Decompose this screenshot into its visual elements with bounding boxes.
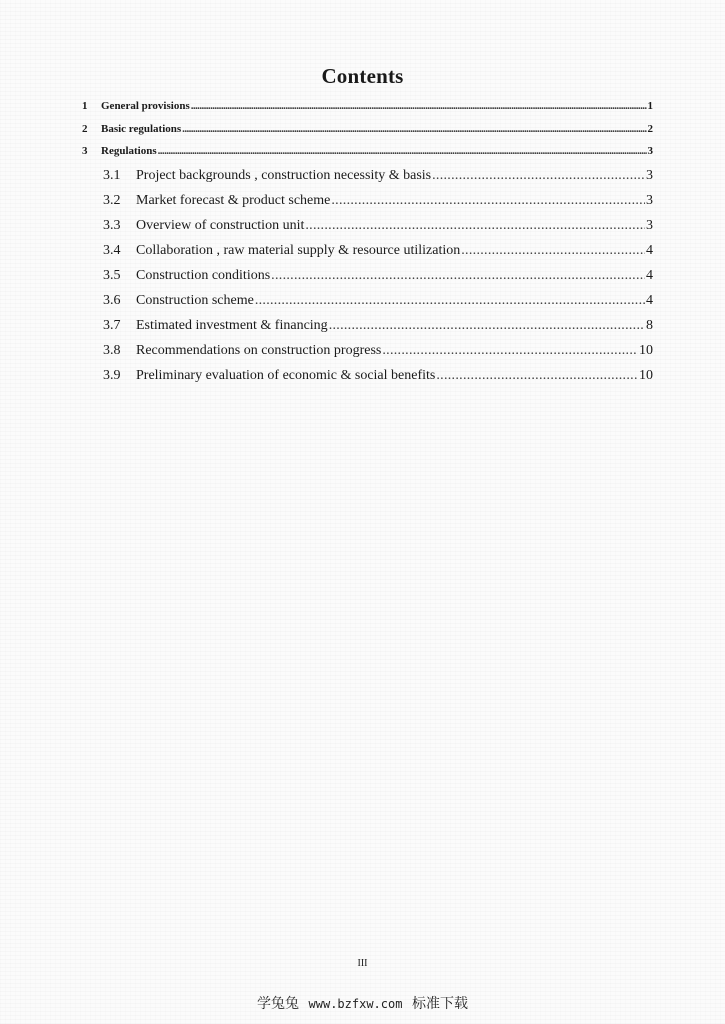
toc-entry-title: Preliminary evaluation of economic & social benefits [136, 367, 436, 383]
toc-subentry[interactable] [82, 318, 653, 343]
watermark-tagline: 标准下载 [411, 997, 468, 1012]
dot-leader [436, 368, 638, 384]
toc-entry-title: General provisions [101, 100, 190, 112]
toc-entry-number: 3.4 [103, 242, 121, 258]
toc-entry[interactable] [82, 123, 653, 146]
dot-leader [158, 145, 647, 157]
dot-leader [461, 243, 645, 259]
toc-entry-number: 1 [82, 100, 88, 112]
watermark-brand: 学兔兔 [257, 997, 300, 1012]
watermark-url: www.bzfxw.com [308, 997, 403, 1011]
toc-entry-page: 8 [646, 317, 653, 333]
toc-entry-title: Regulations [101, 145, 157, 157]
toc-entry-title: Project backgrounds , construction necessity & basis [136, 167, 432, 183]
toc-entry-page: 3 [646, 192, 653, 208]
toc-entry-number: 3.5 [103, 267, 121, 283]
toc-entry-page: 3 [646, 167, 653, 183]
toc-entry-page: 4 [646, 267, 653, 283]
toc-subentry[interactable] [82, 368, 653, 393]
toc-entry-number: 2 [82, 122, 88, 135]
toc-subentry[interactable] [82, 343, 653, 368]
toc-entry-page: 3 [646, 217, 653, 233]
toc-subentry[interactable] [82, 168, 653, 193]
dot-leader [382, 343, 638, 359]
toc-subentry[interactable] [82, 193, 653, 218]
toc-subentry[interactable] [82, 243, 653, 268]
toc-entry-page: 3 [647, 145, 653, 157]
toc-subentry[interactable] [82, 218, 653, 243]
toc-subentry[interactable] [82, 268, 653, 293]
toc-entry-number: 3.3 [103, 217, 121, 233]
toc-entry-title: Basic regulations [101, 122, 182, 135]
toc-entry-page: 1 [647, 100, 653, 112]
toc-entry-page: 2 [647, 122, 653, 135]
watermark [0, 993, 725, 1013]
dot-leader [432, 168, 645, 184]
toc-entry-number: 3.6 [103, 292, 121, 308]
toc-entry-title: Collaboration , raw material supply & resource utilization [136, 242, 461, 258]
dot-leader [182, 123, 646, 135]
toc-entry[interactable] [82, 145, 653, 168]
dot-leader [271, 268, 645, 284]
toc-entry-title: Construction scheme [136, 292, 254, 308]
page-number: III [357, 958, 368, 969]
dot-leader [191, 100, 647, 112]
table-of-contents [82, 100, 653, 393]
toc-entry-number: 3.7 [103, 317, 121, 333]
toc-entry-title: Market forecast & product scheme [136, 192, 331, 208]
toc-entry-page: 4 [646, 242, 653, 258]
toc-subentry[interactable] [82, 293, 653, 318]
page-title: Contents [321, 64, 404, 88]
toc-entry[interactable] [82, 100, 653, 123]
dot-leader [255, 293, 645, 309]
toc-entry-number: 3.1 [103, 167, 121, 183]
toc-entry-title: Estimated investment & financing [136, 317, 328, 333]
toc-entry-title: Construction conditions [136, 267, 271, 283]
toc-entry-page: 10 [639, 342, 653, 358]
toc-entry-title: Overview of construction unit [136, 217, 305, 233]
toc-entry-number: 3 [82, 145, 88, 157]
dot-leader [331, 193, 645, 209]
toc-entry-page: 4 [646, 292, 653, 308]
toc-entry-title: Recommendations on construction progress [136, 342, 382, 358]
toc-entry-page: 10 [639, 367, 653, 383]
toc-entry-number: 3.8 [103, 342, 121, 358]
toc-entry-number: 3.2 [103, 192, 121, 208]
dot-leader [329, 318, 645, 334]
toc-entry-number: 3.9 [103, 367, 121, 383]
dot-leader [305, 218, 645, 234]
